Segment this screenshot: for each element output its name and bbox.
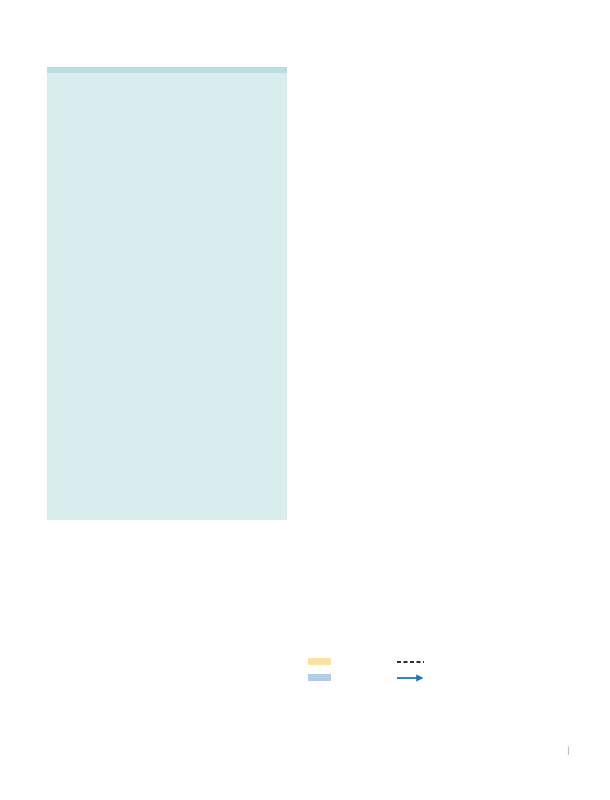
legend-swatch-z2 [308,674,331,681]
pattern-rows [47,73,287,77]
page-footer: | [567,745,570,755]
legend-swatch-z1 [308,658,331,665]
pattern-panel [47,67,287,520]
zigzag-diagram [300,175,560,715]
figure-3 [300,175,560,720]
